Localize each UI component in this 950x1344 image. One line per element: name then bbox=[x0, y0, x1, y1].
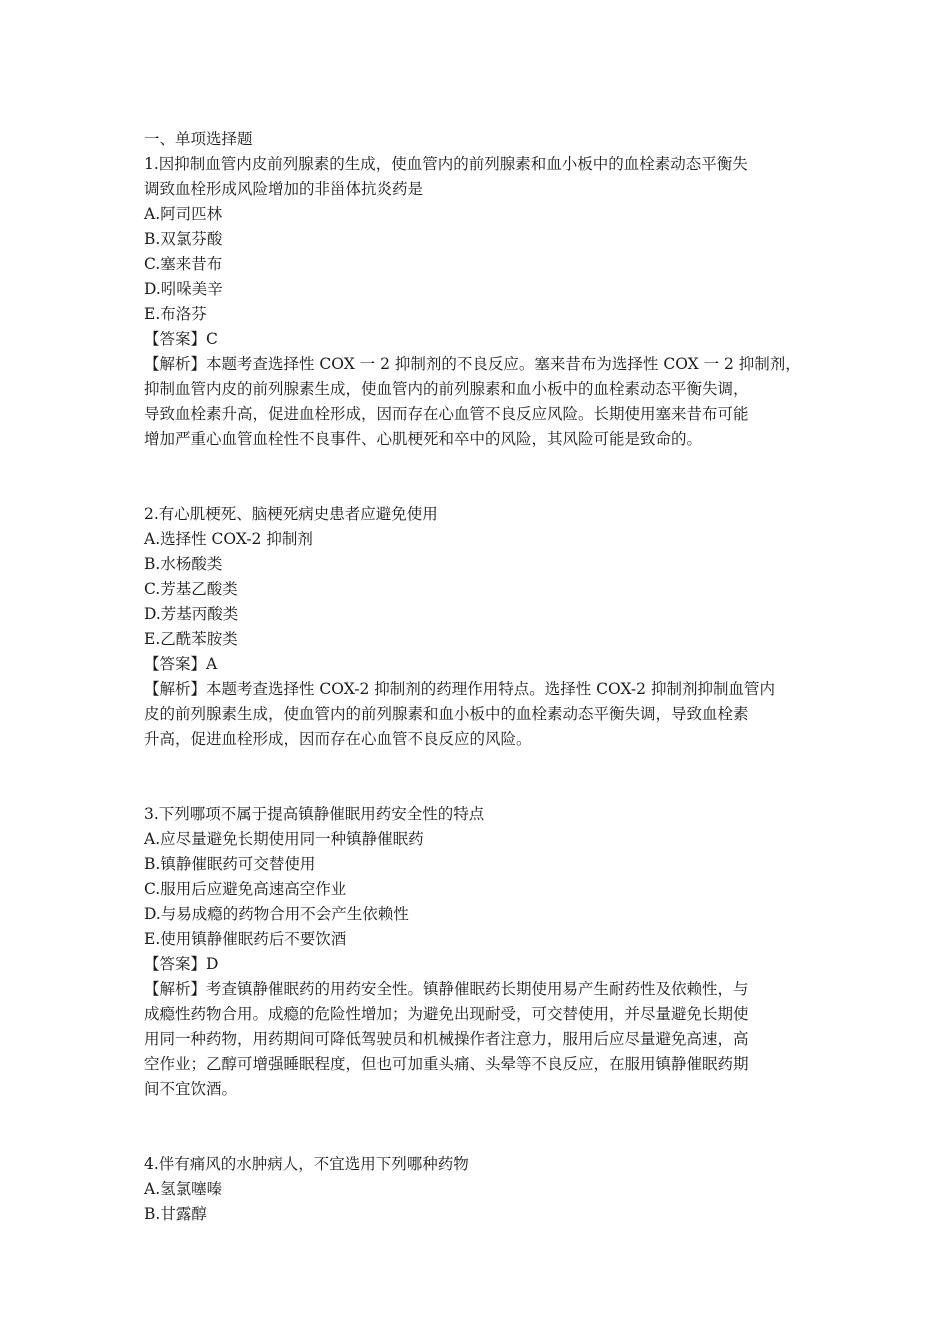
spacer bbox=[144, 452, 812, 502]
question-1 bbox=[144, 152, 812, 452]
option-a: A.氢氯噻嗪 bbox=[144, 1180, 223, 1198]
spacer bbox=[144, 752, 812, 802]
analysis-line: 导致血栓素升高，促进血栓形成，因而存在心血管不良反应风险。长期使用塞来昔布可能 bbox=[144, 405, 749, 423]
option-a: A.阿司匹林 bbox=[144, 205, 223, 223]
option-b: B.甘露醇 bbox=[144, 1205, 207, 1223]
section-title: 一、单项选择题 bbox=[144, 130, 253, 148]
question-stem-line: 3.下列哪项不属于提高镇静催眠用药安全性的特点 bbox=[144, 805, 485, 823]
analysis-line: 皮的前列腺素生成，使血管内的前列腺素和血小板中的血栓素动态平衡失调，导致血栓素 bbox=[144, 705, 749, 723]
option-b: B.水杨酸类 bbox=[144, 555, 223, 573]
question-stem-line: 4.伴有痛风的水肿病人，不宜选用下列哪种药物 bbox=[144, 1155, 469, 1173]
analysis-line: 间不宜饮酒。 bbox=[144, 1080, 238, 1098]
analysis-line: 抑制血管内皮的前列腺素生成，使血管内的前列腺素和血小板中的血栓素动态平衡失调， bbox=[144, 380, 749, 398]
option-c: C.服用后应避免高速高空作业 bbox=[144, 880, 347, 898]
option-e: E.布洛芬 bbox=[144, 305, 207, 323]
option-a: A.应尽量避免长期使用同一种镇静催眠药 bbox=[144, 830, 424, 848]
answer: 【答案】D bbox=[144, 955, 219, 973]
option-d: D.与易成瘾的药物合用不会产生依赖性 bbox=[144, 905, 409, 923]
question-stem-line: 1.因抑制血管内皮前列腺素的生成，使血管内的前列腺素和血小板中的血栓素动态平衡失 bbox=[144, 155, 748, 173]
option-c: C.芳基乙酸类 bbox=[144, 580, 238, 598]
analysis-line: 空作业；乙醇可增强睡眠程度，但也可加重头痛、头晕等不良反应，在服用镇静催眠药期 bbox=[144, 1055, 749, 1073]
question-stem-line: 2.有心肌梗死、脑梗死病史患者应避免使用 bbox=[144, 505, 438, 523]
answer: 【答案】A bbox=[144, 655, 218, 673]
option-d: D.芳基丙酸类 bbox=[144, 605, 239, 623]
document-content bbox=[144, 127, 812, 1227]
option-e: E.乙酰苯胺类 bbox=[144, 630, 238, 648]
analysis-line: 用同一种药物，用药期间可降低驾驶员和机械操作者注意力，服用后应尽量避免高速，高 bbox=[144, 1030, 749, 1048]
spacer bbox=[144, 1102, 812, 1152]
option-b: B.镇静催眠药可交替使用 bbox=[144, 855, 316, 873]
question-stem-line: 调致血栓形成风险增加的非甾体抗炎药是 bbox=[144, 180, 424, 198]
analysis-line: 成瘾性药物合用。成瘾的危险性增加；为避免出现耐受，可交替使用，并尽量避免长期使 bbox=[144, 1005, 749, 1023]
option-d: D.吲哚美辛 bbox=[144, 280, 223, 298]
question-2 bbox=[144, 502, 812, 752]
analysis-line: 【解析】本题考查选择性 COX-2 抑制剂的药理作用特点。选择性 COX-2 抑制剂抑制血管内 bbox=[144, 680, 775, 698]
option-a: A.选择性 COX-2 抑制剂 bbox=[144, 530, 313, 548]
analysis-line: 升高，促进血栓形成，因而存在心血管不良反应的风险。 bbox=[144, 730, 532, 748]
option-b: B.双氯芬酸 bbox=[144, 230, 223, 248]
analysis-line: 【解析】考查镇静催眠药的用药安全性。镇静催眠药长期使用易产生耐药性及依赖性，与 bbox=[144, 980, 749, 998]
analysis-line: 增加严重心血管血栓性不良事件、心肌梗死和卒中的风险，其风险可能是致命的。 bbox=[144, 430, 703, 448]
question-3 bbox=[144, 802, 812, 1102]
option-e: E.使用镇静催眠药后不要饮酒 bbox=[144, 930, 347, 948]
option-c: C.塞来昔布 bbox=[144, 255, 223, 273]
answer: 【答案】C bbox=[144, 330, 218, 348]
analysis-line: 【解析】本题考查选择性 COX 一 2 抑制剂的不良反应。塞来昔布为选择性 COX 一 2 抑制剂， bbox=[144, 355, 801, 373]
question-4 bbox=[144, 1152, 812, 1227]
